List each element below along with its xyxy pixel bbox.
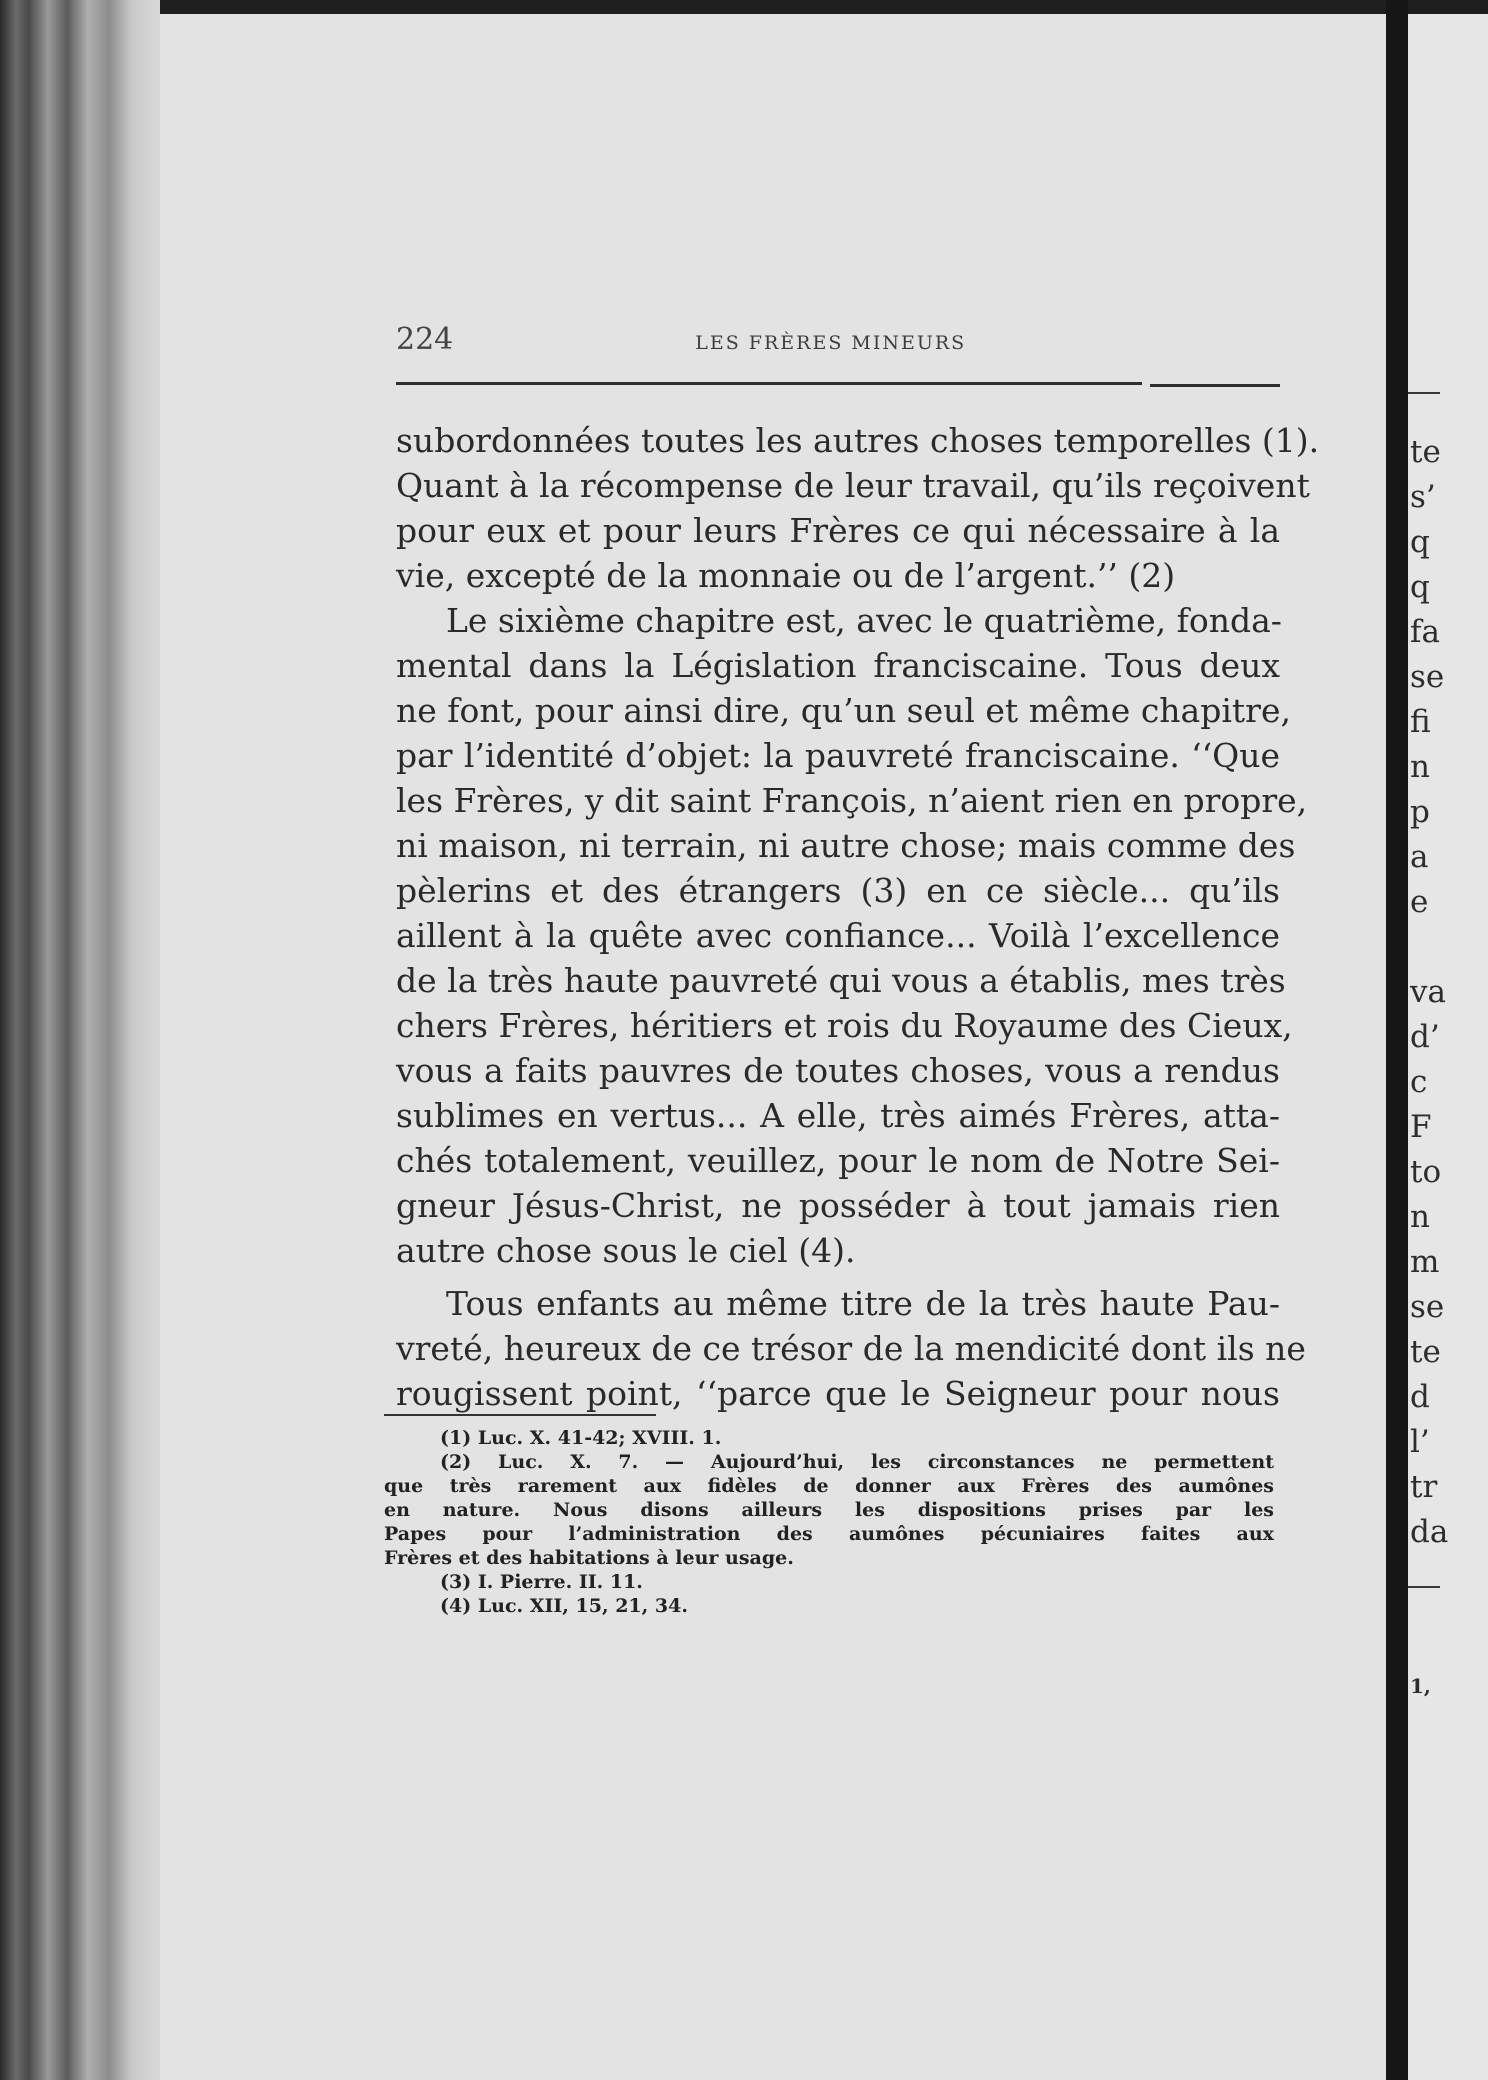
adjacent-text: q: [1410, 524, 1430, 560]
footnote-2-line: Frères et des habitations à leur usage.: [384, 1547, 794, 1569]
text-line: pour eux et pour leurs Frères ce qui nécessaire à la: [396, 511, 1280, 550]
text-line: autre chose sous le ciel (4).: [396, 1231, 856, 1270]
book-spine-edge: [0, 0, 160, 2080]
adjacent-text: se: [1410, 659, 1445, 695]
adjacent-text: a: [1410, 839, 1429, 875]
adjacent-text: m: [1410, 1244, 1440, 1280]
page-header: [396, 322, 1280, 357]
footnote-2-line: en nature. Nous disons ailleurs les dispositions prises par les: [384, 1499, 1274, 1521]
body-text: [396, 418, 1320, 1416]
text-line: Le sixième chapitre est, avec le quatrième, fonda-: [446, 601, 1282, 640]
footnote-2-line: que très rarement aux fidèles de donner aux Frères des aumônes: [384, 1475, 1274, 1497]
adjacent-page-fragment: [1408, 14, 1488, 2080]
text-line: chés totalement, veuillez, pour le nom de Notre Sei-: [396, 1141, 1280, 1180]
header-rule: [396, 382, 1142, 385]
adjacent-text: q: [1410, 569, 1430, 605]
adjacent-text: fa: [1410, 614, 1440, 650]
adjacent-text: va: [1410, 974, 1446, 1010]
page-number: 224: [396, 322, 454, 357]
text-line: vie, excepté de la monnaie ou de l’argent.’’ (2): [396, 556, 1176, 595]
text-line: rougissent point, ‘‘parce que le Seigneur pour nous: [396, 1374, 1280, 1413]
adjacent-text: e: [1410, 884, 1429, 920]
adjacent-text: fi: [1410, 704, 1431, 740]
text-line: Quant à la récompense de leur travail, qu’ils reçoivent: [396, 466, 1310, 505]
adjacent-page-rule: [1408, 392, 1440, 394]
footnote-2-line: Papes pour l’administration des aumônes pécuniaires faites aux: [384, 1523, 1274, 1545]
text-line: gneur Jésus-Christ, ne posséder à tout jamais rien: [396, 1186, 1280, 1225]
adjacent-text: to: [1410, 1154, 1442, 1190]
header-rule-segment: [1150, 384, 1280, 387]
paragraph-3: [396, 1281, 1306, 1416]
text-line: les Frères, y dit saint François, n’aient rien en propre,: [396, 781, 1308, 820]
text-line: mental dans la Législation franciscaine. Tous deux: [396, 646, 1280, 685]
page-gutter-shadow: [1386, 0, 1408, 2080]
adjacent-text: c: [1410, 1064, 1428, 1100]
text-line: chers Frères, héritiers et rois du Royaume des Cieux,: [396, 1006, 1293, 1045]
footnotes: [384, 1426, 1274, 1618]
text-line: par l’identité d’objet: la pauvreté franciscaine. ‘‘Que: [396, 736, 1280, 775]
paragraph-2: [396, 598, 1308, 1273]
adjacent-text: F: [1410, 1109, 1432, 1145]
adjacent-text: d’: [1410, 1019, 1440, 1055]
footnote-rule: [384, 1414, 656, 1416]
adjacent-text: d: [1410, 1379, 1430, 1415]
text-line: pèlerins et des étrangers (3) en ce siècle... qu’ils: [396, 871, 1280, 910]
footnote-2: (2) Luc. X. 7. — Aujourd’hui, les circonstances ne permettent: [440, 1451, 1274, 1473]
text-line: aillent à la quête avec confiance... Voilà l’excellence: [396, 916, 1280, 955]
text-line: de la très haute pauvreté qui vous a établis, mes très: [396, 961, 1286, 1000]
adjacent-text: te: [1410, 1334, 1441, 1370]
adjacent-text: l’: [1410, 1424, 1430, 1460]
adjacent-text: tr: [1410, 1469, 1438, 1505]
running-head: LES FRÈRES MINEURS: [695, 332, 967, 354]
adjacent-text: n: [1410, 749, 1430, 785]
adjacent-text: 1,: [1410, 1674, 1431, 1698]
adjacent-text: te: [1410, 434, 1441, 470]
text-line: Tous enfants au même titre de la très haute Pau-: [446, 1284, 1280, 1323]
text-line: vous a faits pauvres de toutes choses, vous a rendus: [396, 1051, 1280, 1090]
footnote-3: (3) I. Pierre. II. 11.: [440, 1571, 643, 1593]
text-line: sublimes en vertus... A elle, très aimés Frères, atta-: [396, 1096, 1280, 1135]
adjacent-text: s’: [1410, 479, 1436, 515]
adjacent-text: da: [1410, 1514, 1449, 1550]
text-line: vreté, heureux de ce trésor de la mendicité dont ils ne: [396, 1329, 1306, 1368]
footnote-4: (4) Luc. XII, 15, 21, 34.: [440, 1595, 688, 1617]
text-line: ne font, pour ainsi dire, qu’un seul et même chapitre,: [396, 691, 1291, 730]
adjacent-page-rule: [1408, 1586, 1440, 1588]
paragraph-1: [396, 418, 1320, 598]
adjacent-text: se: [1410, 1289, 1445, 1325]
adjacent-text: n: [1410, 1199, 1430, 1235]
text-line: ni maison, ni terrain, ni autre chose; mais comme des: [396, 826, 1296, 865]
footnote-1: (1) Luc. X. 41-42; XVIII. 1.: [440, 1427, 722, 1449]
adjacent-text: p: [1410, 794, 1430, 830]
text-line: subordonnées toutes les autres choses temporelles (1).: [396, 421, 1320, 460]
